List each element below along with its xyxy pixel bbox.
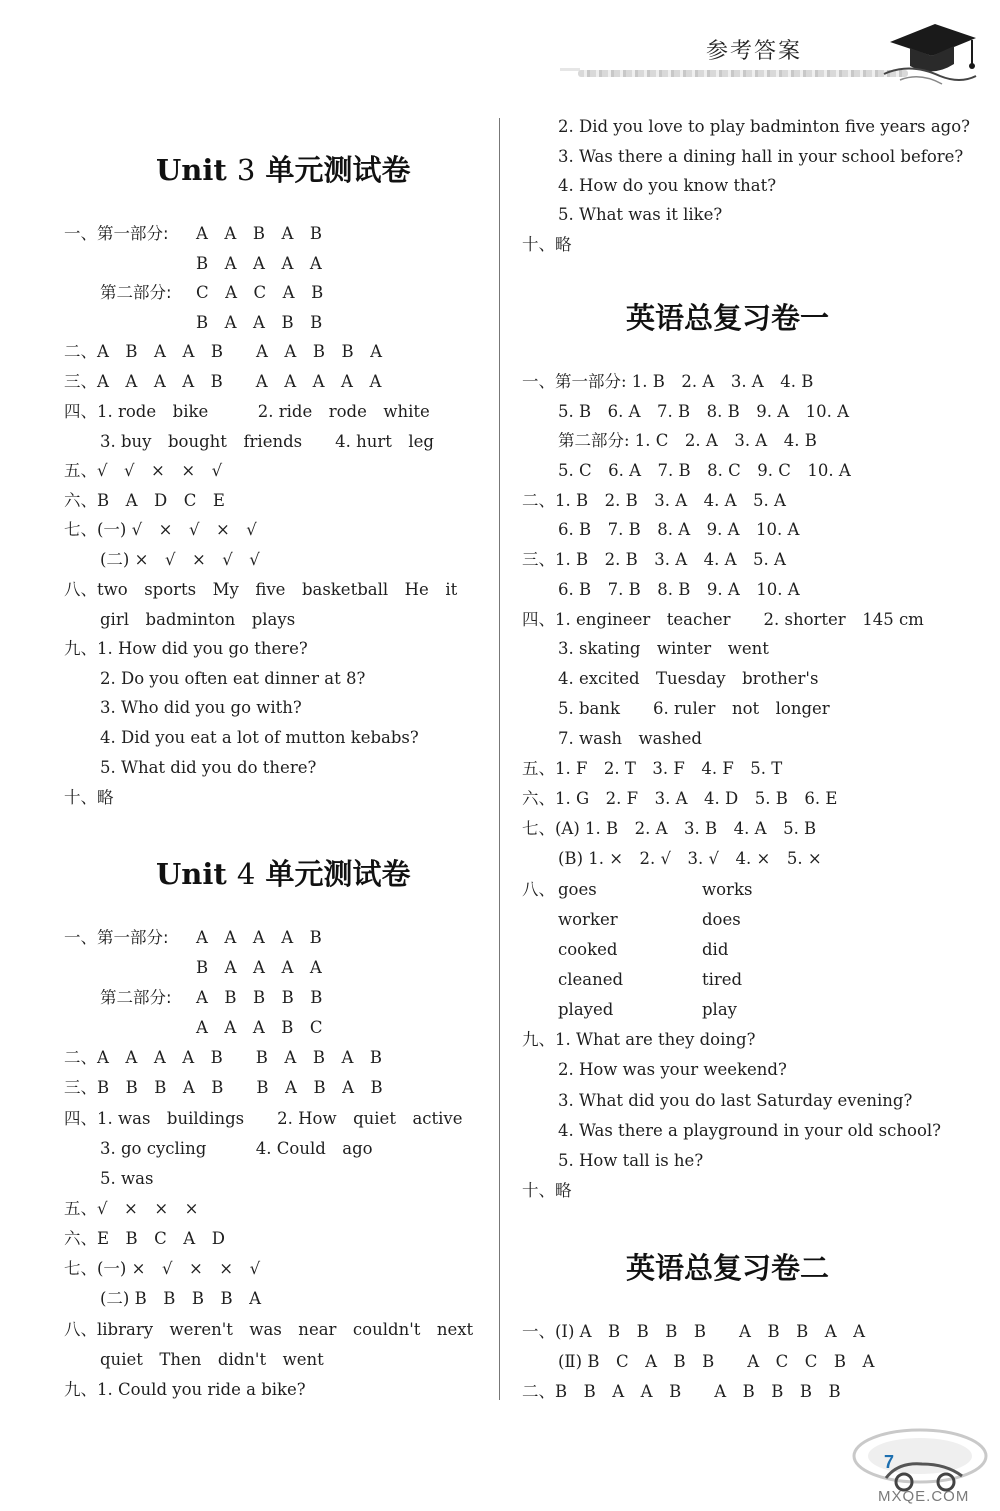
unit3-title: Unit 3 单元测试卷 xyxy=(156,153,411,187)
watermark-text: MXQE.COM xyxy=(878,1488,970,1505)
header-title: 参考答案 xyxy=(706,39,803,64)
header-rule xyxy=(578,70,908,77)
unit4-title: Unit 4 单元测试卷 xyxy=(156,857,411,891)
header-rule-left xyxy=(560,68,580,71)
graduation-cap-icon xyxy=(880,14,980,94)
page-number: 7 xyxy=(884,1452,895,1472)
review2-title: 英语总复习卷二 xyxy=(626,1251,830,1285)
page-header xyxy=(0,0,1000,100)
column-divider xyxy=(499,118,500,1400)
review1-title: 英语总复习卷一 xyxy=(626,301,830,335)
